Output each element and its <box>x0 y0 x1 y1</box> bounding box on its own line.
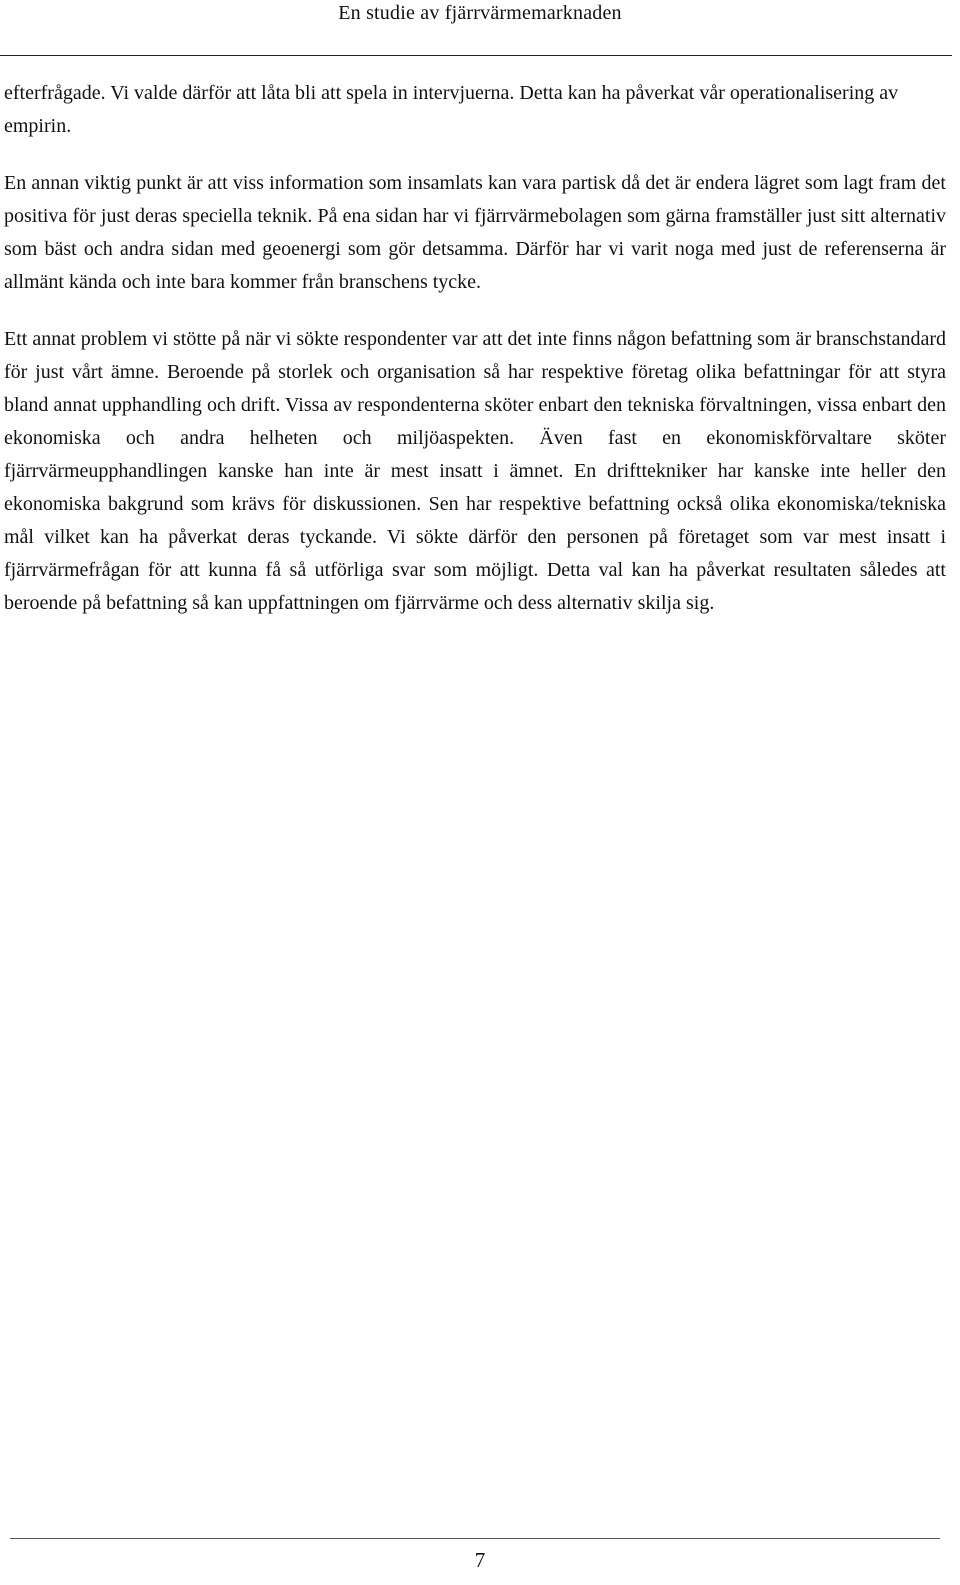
paragraph-3: Ett annat problem vi stötte på när vi sökte respondenter var att det inte finns någon befattning som är branschstandard för just vårt ämne. Beroende på storlek och organisation så har respektive företag olika befattningar för att styra bland annat upphandling och drift. Vissa av respondenterna sköter enbart den tekniska förvaltningen, vissa enbart den ekonomiska och andra helheten och miljöaspekten. Även fast en ekonomiskförvaltare sköter fjärrvärmeupphandlingen kanske han inte är mest insatt i ämnet. En drifttekniker har kanske inte heller den ekonomiska bakgrund som krävs för diskussionen. Sen har respektive befattning också olika ekonomiska/tekniska mål vilket kan ha påverkat deras tyckande. Vi sökte därför den personen på företaget som var mest insatt i fjärrvärmefrågan för att kunna få så utförliga svar som möjligt. Detta val kan ha påverkat resultaten således att beroende på befattning så kan uppfattningen om fjärrvärme och dess alternativ skilja sig. <box>4 328 946 614</box>
paragraph-2: En annan viktig punkt är att viss information som insamlats kan vara partisk då det är endera lägret som lagt fram det positiva för just deras speciella teknik. På ena sidan har vi fjärrvärmebolagen som gärna framställer just sitt alternativ som bäst och andra sidan med geoenergi som gör detsamma. Därför har vi varit noga med just de referenserna är allmänt kända och inte bara kommer från branschens tycke. <box>4 172 946 293</box>
header-divider <box>0 55 952 56</box>
footer-divider <box>10 1538 940 1539</box>
page-number: 7 <box>474 1548 486 1572</box>
paragraph-1: efterfrågade. Vi valde därför att låta bli att spela in intervjuerna. Detta kan ha påverkat vår operationalisering av empirin. <box>4 82 899 137</box>
running-header: En studie av fjärrvärmemarknaden <box>338 2 622 24</box>
document-body <box>4 77 946 644</box>
